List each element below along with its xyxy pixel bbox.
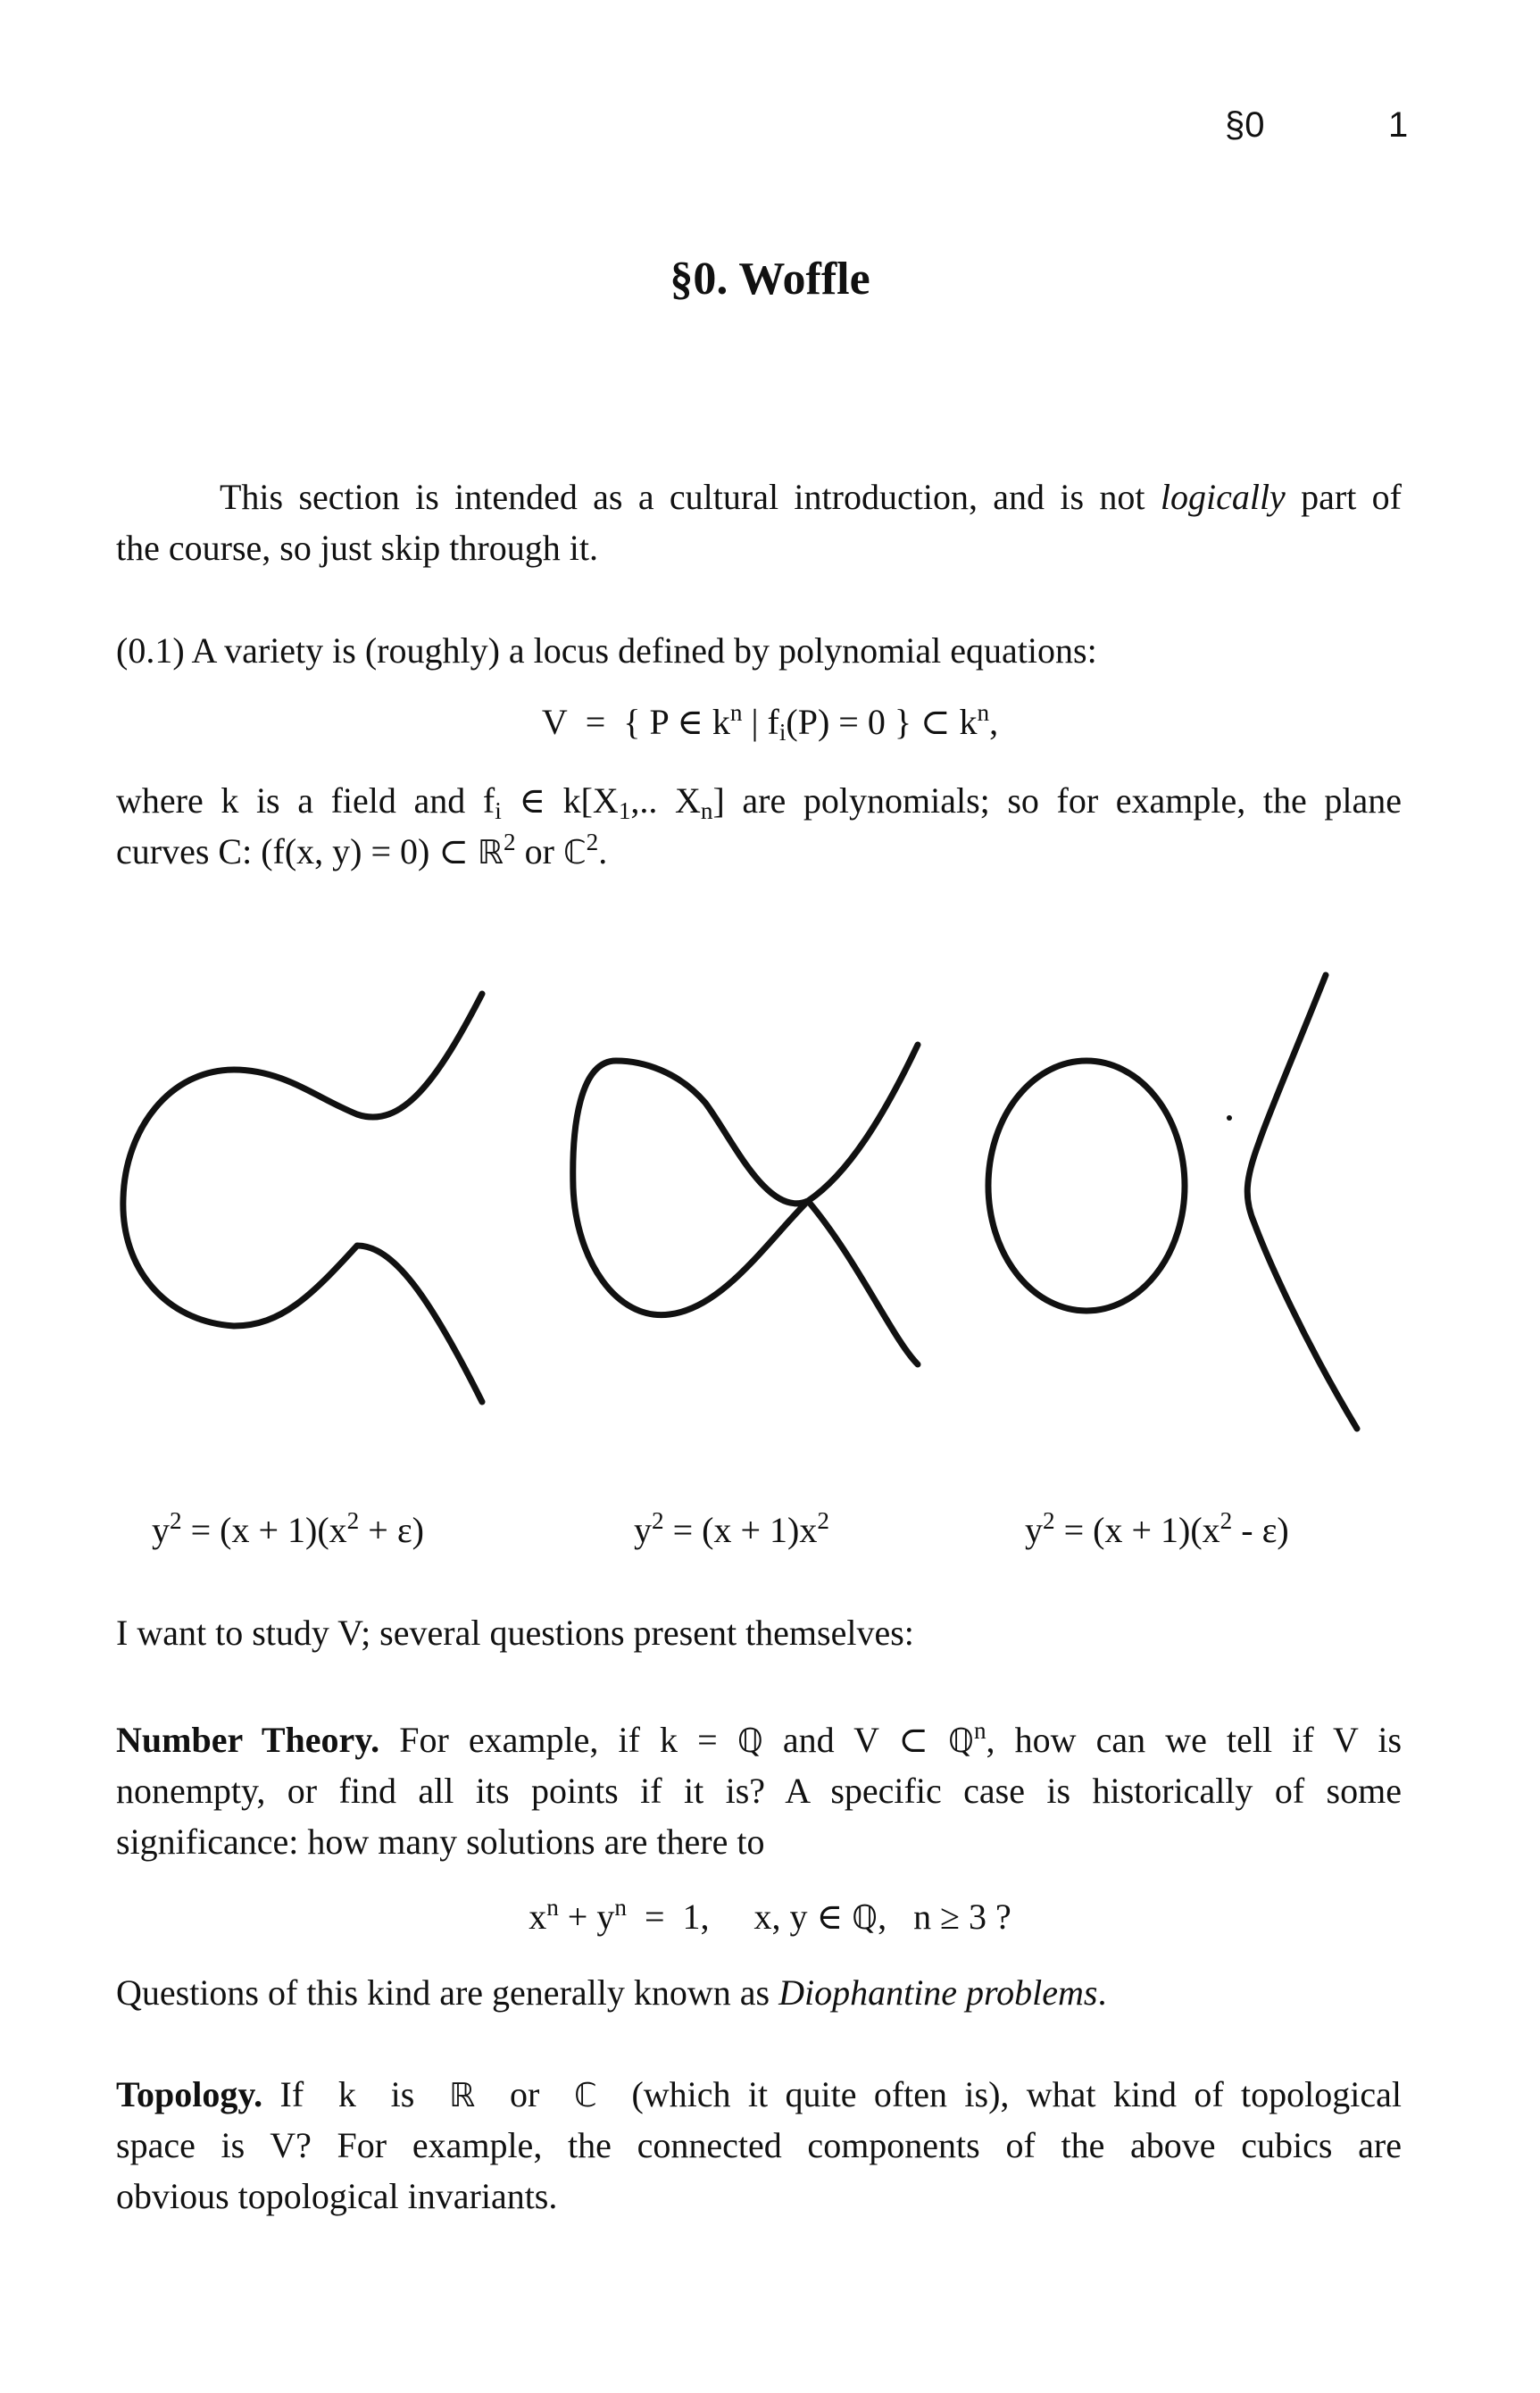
caption-curve-3: $y^2 = (x + 1)(x^2 - \varepsilon)$ [1025, 1507, 1289, 1550]
paragraph-label: (0.1) [116, 630, 185, 671]
stray-dot [1227, 1115, 1232, 1121]
intro-text: This section is intended as a cultural introduction, and is not [220, 477, 1145, 517]
reals-symbol: ℝ [477, 833, 504, 871]
topology-heading: Topology. [116, 2074, 263, 2114]
paragraph-text: A variety is (roughly) a locus defined by polynomial equations: [191, 630, 1097, 671]
diophantine-emphasis: Diophantine problems [778, 1972, 1098, 2013]
curve-3-branch [1247, 975, 1357, 1429]
rationals-symbol: ℚ [737, 1722, 763, 1760]
diophantine-line: Questions of this kind are generally known as Diophantine problems. [116, 1972, 1107, 2013]
where-line-1: where k is a field and $f_i$ ∈ $k[X_1$,.. $X_n$] are polynomials; so for example, the plane [116, 780, 1402, 824]
intro-line-1 [116, 471, 1402, 522]
caption-curve-1: $y^2 = (x + 1)(x^2 + \varepsilon)$ [152, 1507, 424, 1550]
intro-emphasis: logically [1160, 477, 1286, 517]
section-title: §0. Woffle [670, 254, 870, 304]
curve-nodal-cubic [573, 1045, 918, 1364]
cubic-curves-figure [0, 964, 1540, 1464]
where-line-2: curves C: (f(x, y) = 0) ⊂ ℝ$^2$ or ℂ$^2$. [116, 829, 608, 871]
caption-curve-2: $y^2 = (x + 1)x^2$ [634, 1507, 829, 1550]
intro-text-end: part of [1301, 477, 1402, 517]
number-theory-line-1: Number Theory. For example, if k = ℚ and V ⊂ ℚ$^n$, how can we tell if V is [116, 1717, 1403, 1760]
curve-two-component-cubic [988, 975, 1357, 1429]
page-number: 1 [1388, 105, 1409, 145]
fermat-equation: $x^n + y^n = 1$, x, y ∈ ℚ, n ≥ 3 ? [529, 1894, 1011, 1937]
topology-line-2: space is V? For example, the connected components of the above cubics are [116, 2125, 1402, 2165]
curve-3-oval [988, 1061, 1185, 1311]
paragraph-0-1 [116, 625, 1097, 676]
curve-2-line [573, 1045, 918, 1364]
running-head-section: §0 [1225, 105, 1265, 145]
number-theory-line-2: nonempty, or find all its points if it is? A specific case is historically of some [116, 1771, 1402, 1811]
number-theory-heading: Number Theory. [116, 1720, 380, 1760]
intro-line-2: the course, so just skip through it. [116, 528, 598, 568]
curve-smooth-cubic [123, 994, 482, 1402]
complex-symbol: ℂ [562, 833, 587, 871]
topology-line-3: obvious topological invariants. [116, 2176, 558, 2216]
topology-line-1: Topology. If k is ℝ or ℂ (which it quite often is), what kind of topological [116, 2074, 1403, 2114]
study-line: I want to study V; several questions present themselves: [116, 1613, 914, 1653]
variety-definition: V = { P ∈ $k^n$ | $f_i(P) = 0$ } ⊂ $k^n$, [541, 699, 999, 746]
number-theory-line-3: significance: how many solutions are there to [116, 1822, 765, 1862]
curve-1-line [123, 994, 482, 1402]
